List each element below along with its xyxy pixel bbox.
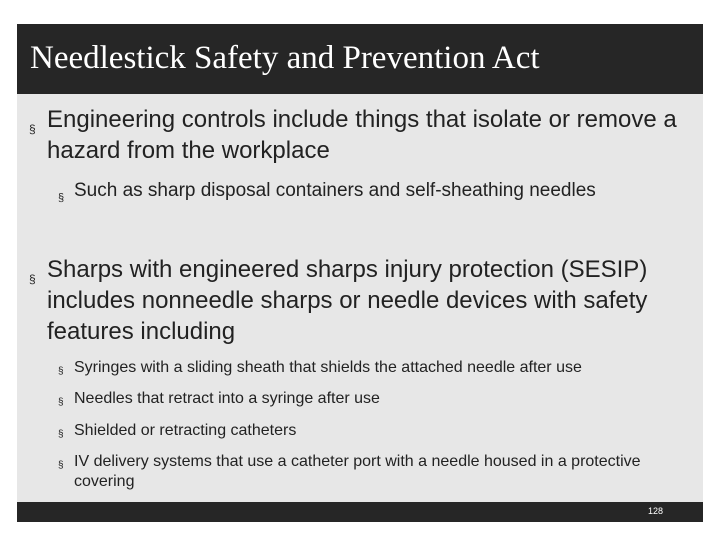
bullet-text: Sharps with engineered sharps injury protection (SESIP) includes nonneedle sharps or needle devices with safety features including bbox=[47, 256, 648, 345]
footer-bar bbox=[17, 502, 703, 522]
page-number: 128 bbox=[647, 506, 663, 516]
bullet-marker: § bbox=[58, 366, 64, 377]
bullet-text: Such as sharp disposal containers and self-sheathing needles bbox=[74, 180, 596, 201]
bullet-text: Engineering controls include things that isolate or remove a hazard from the workplace bbox=[47, 106, 677, 164]
bullet-engineering-controls bbox=[29, 104, 689, 166]
bullet-text: Needles that retract into a syringe after use bbox=[74, 390, 380, 407]
bullet-text: Syringes with a sliding sheath that shields the attached needle after use bbox=[74, 359, 582, 376]
sub-bullet-syringes bbox=[58, 358, 688, 378]
sub-bullet-catheters bbox=[58, 421, 688, 441]
bullet-text: IV delivery systems that use a catheter port with a needle housed in a protective covering bbox=[74, 453, 641, 490]
bullet-marker: § bbox=[58, 397, 64, 408]
bullet-text: Shielded or retracting catheters bbox=[74, 422, 297, 439]
bullet-marker: § bbox=[58, 192, 65, 204]
sub-bullet-sharp-disposal bbox=[58, 178, 678, 204]
bullet-marker: § bbox=[29, 272, 36, 286]
bullet-sesip bbox=[29, 254, 669, 347]
slide bbox=[17, 24, 703, 522]
sub-bullet-iv-delivery bbox=[58, 452, 643, 492]
sub-bullet-retracting-needles bbox=[58, 389, 688, 409]
title-bar bbox=[17, 24, 703, 94]
bullet-marker: § bbox=[29, 122, 36, 136]
slide-title: Needlestick Safety and Prevention Act bbox=[30, 40, 540, 76]
bullet-marker: § bbox=[58, 429, 64, 440]
bullet-marker: § bbox=[58, 460, 64, 471]
